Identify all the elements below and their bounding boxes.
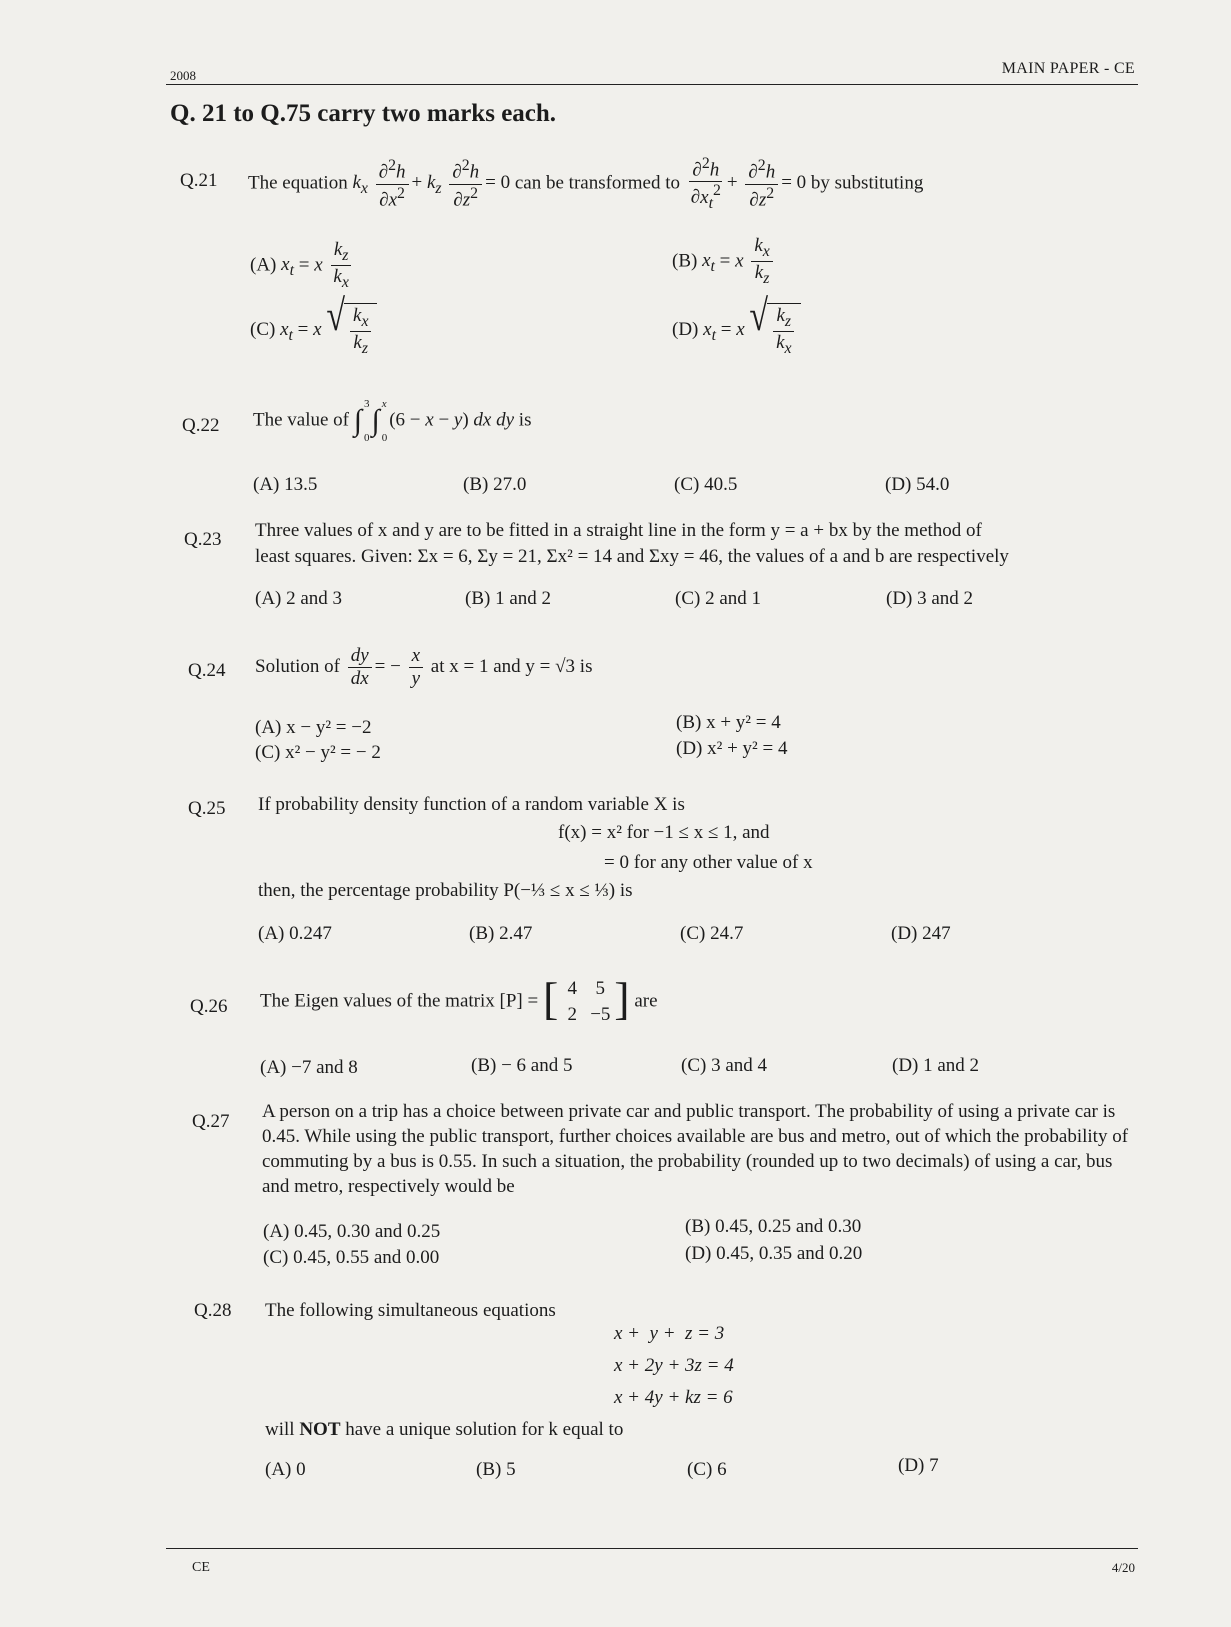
q23-option-a: (A) 2 and 3 [255, 588, 343, 609]
q25-line-3: = 0 for any other value of x [604, 852, 813, 873]
q26-option-d: (D) 1 and 2 [892, 1055, 980, 1076]
q27-option-c: (C) 0.45, 0.55 and 0.00 [263, 1247, 440, 1268]
q25-number: Q.25 [188, 798, 226, 819]
q27-option-d: (D) 0.45, 0.35 and 0.20 [685, 1243, 863, 1264]
q21-text-b: can be transformed to [514, 172, 680, 194]
q23-option-d: (D) 3 and 2 [886, 588, 974, 609]
q25-line-4: then, the percentage probability P(−⅓ ≤ x ≤ ⅓) is [258, 880, 633, 901]
q26-statement: The Eigen values of the matrix [P] = [ 4 5 2 −5 ] are [260, 976, 658, 1028]
q23-option-c: (C) 2 and 1 [675, 588, 762, 609]
q24-option-c: (C) x² − y² = − 2 [255, 742, 381, 763]
q22-option-c: (C) 40.5 [674, 474, 738, 495]
q21-equation-1: $k_x$ $\frac{\partial^2h}{\partial x^2}$ + $k_z$ $\frac{\partial^2h}{\partial z^2}$ = 0 [352, 157, 515, 210]
q21-equation-2: $\frac{\partial^2h}{\partial x_t^2}$ + $\frac{\partial^2h}{\partial z^2}$ = 0 [690, 155, 811, 212]
q24-number: Q.24 [188, 660, 226, 681]
q23-option-b: (B) 1 and 2 [465, 588, 552, 609]
q24-option-b: (B) x + y² = 4 [676, 712, 781, 733]
q28-equation-3: x + 4y + kz = 6 [614, 1387, 733, 1408]
q21-option-a: (A) $x_t = x$ $\frac{k_z}{k_x}$ [250, 240, 355, 292]
q26-number: Q.26 [190, 996, 228, 1017]
q25-line-2: f(x) = x² for −1 ≤ x ≤ 1, and [558, 822, 770, 843]
q25-option-b: (B) 2.47 [469, 923, 533, 944]
q27-option-a: (A) 0.45, 0.30 and 0.25 [263, 1221, 441, 1242]
q28-option-d: (D) 7 [898, 1455, 939, 1476]
q22-option-d: (D) 54.0 [885, 474, 950, 495]
q23-line-1: Three values of x and y are to be fitted in a straight line in the form y = a + bx by the method of [255, 520, 982, 541]
q27-text: A person on a trip has a choice between private car and public transport. The probability of using a private car is 0.45. While using the public transport, further choices available are bus and metro, out of which the probability of commuting by a bus is 0.55. In such a situation, the probability (rounded up to two decimals) of using a car, bus and metro, respectively would be [262, 1101, 1129, 1197]
q23-line-2: least squares. Given: Σx = 6, Σy = 21, Σx² = 14 and Σxy = 46, the values of a and b are respectively [255, 546, 1009, 567]
q22-option-b: (B) 27.0 [463, 474, 527, 495]
q21-option-c: (C) $x_t = x$ √ $\frac{k_x}{k_z}$ [250, 303, 377, 358]
q26-matrix: [ 4 5 2 −5 ] [542, 973, 630, 1025]
q28-option-a: (A) 0 [265, 1459, 306, 1480]
q22-option-a: (A) 13.5 [253, 474, 318, 495]
section-title: Q. 21 to Q.75 carry two marks each. [170, 100, 557, 127]
q24-option-d: (D) x² + y² = 4 [676, 738, 788, 759]
q26-option-a: (A) −7 and 8 [260, 1057, 358, 1078]
q28-equation-2: x + 2y + 3z = 4 [614, 1355, 734, 1376]
q23-number: Q.23 [184, 529, 222, 550]
header-year: 2008 [170, 68, 196, 83]
q21-text-a: The equation [248, 172, 348, 194]
q27-option-b: (B) 0.45, 0.25 and 0.30 [685, 1216, 862, 1237]
q21-text-c: by substituting [810, 172, 924, 194]
q21-option-b: (B) $x_t = x$ $\frac{k_x}{k_z}$ [672, 236, 776, 288]
q28-option-b: (B) 5 [476, 1459, 516, 1480]
footer-paper-code: CE [192, 1560, 210, 1575]
q28-number: Q.28 [194, 1300, 232, 1321]
q26-option-c: (C) 3 and 4 [681, 1055, 768, 1076]
header-rule [166, 84, 1138, 85]
q21-statement [248, 156, 923, 212]
footer-rule [166, 1548, 1138, 1549]
footer-page-number: 4/20 [1111, 1560, 1135, 1575]
q25-option-c: (C) 24.7 [680, 923, 744, 944]
q26-option-b: (B) − 6 and 5 [471, 1055, 573, 1076]
q28-equation-1: x + y + z = 3 [614, 1323, 725, 1344]
header-paper: MAIN PAPER - CE [1001, 60, 1135, 77]
q28-tail: will NOT have a unique solution for k equal to [265, 1419, 624, 1440]
q24-option-a: (A) x − y² = −2 [255, 717, 372, 738]
q22-statement: The value of ∫ 3 0 ∫ x 0 (6 − x − y) dx dy is [253, 398, 532, 444]
q28-text: The following simultaneous equations [265, 1300, 556, 1321]
q25-option-a: (A) 0.247 [258, 923, 332, 944]
q21-number: Q.21 [180, 170, 218, 191]
q21-option-d: (D) $x_t = x$ √ $\frac{k_z}{k_x}$ [672, 303, 801, 358]
q25-option-d: (D) 247 [891, 923, 951, 944]
q28-option-c: (C) 6 [687, 1459, 727, 1480]
q24-statement: Solution of $\frac{dy}{dx}$ = − $\frac{x}{y}$ at x = 1 and y = √3 is [255, 645, 593, 689]
q27-number: Q.27 [192, 1111, 230, 1132]
q25-line-1: If probability density function of a random variable X is [258, 794, 685, 815]
q22-number: Q.22 [182, 415, 220, 436]
